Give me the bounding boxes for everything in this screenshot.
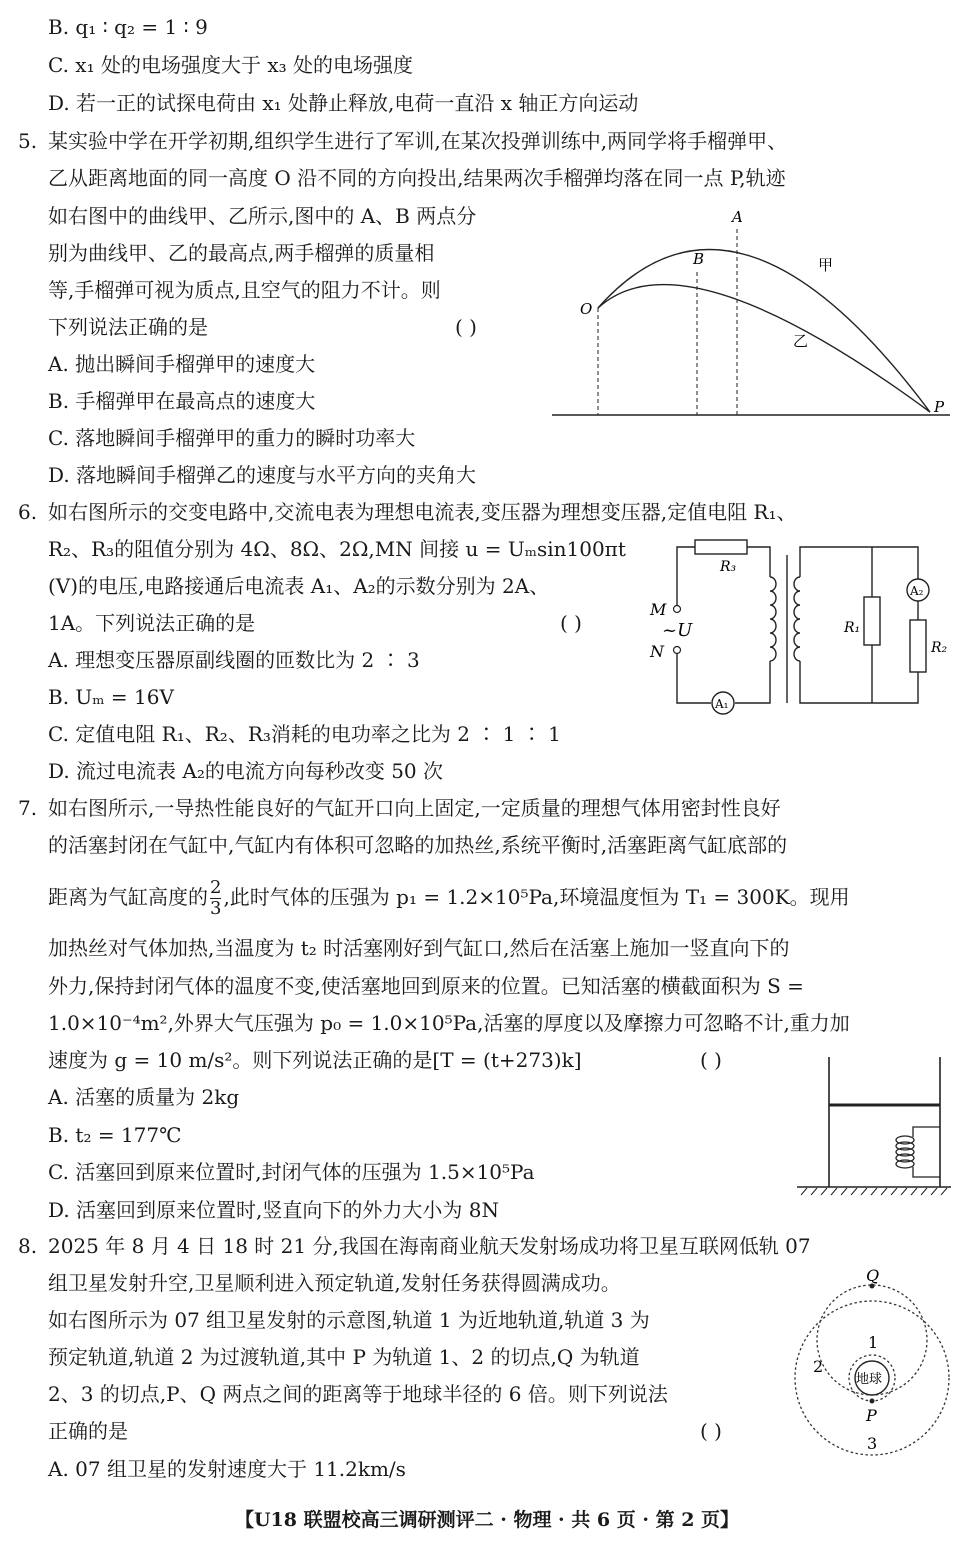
point-p <box>870 1399 875 1404</box>
terminal-m <box>674 606 681 613</box>
heating-wire-coil <box>896 1136 914 1168</box>
label-r2: R₂ <box>931 640 948 656</box>
label-a2: A₂ <box>910 584 924 598</box>
q5-option-c: C. 落地瞬间手榴弹甲的重力的瞬时功率大 <box>48 426 416 450</box>
q8-orbit-figure <box>790 1268 960 1458</box>
label-q: Q <box>866 1268 880 1285</box>
q6-stem-line1: 如右图所示的交变电路中,交流电表为理想电流表,变压器为理想变压器,定值电阻 R₁、 <box>48 500 797 524</box>
label-orbit-3: 3 <box>867 1434 878 1453</box>
q7-cylinder-figure <box>795 1055 955 1203</box>
q5-trajectory-figure <box>550 200 960 425</box>
q5-stem-line4: 别为曲线甲、乙的最高点,两手榴弹的质量相 <box>48 241 435 265</box>
q6-circuit-figure <box>640 535 960 725</box>
label-orbit-2: 2 <box>813 1357 824 1376</box>
resistor-r3 <box>695 540 747 554</box>
q6-stem-line2: R₂、R₃的阻值分别为 4Ω、8Ω、2Ω,MN 间接 u = Uₘsin100πt <box>48 537 626 561</box>
q5-stem-line1: 某实验中学在开学初期,组织学生进行了军训,在某次投弹训练中,两同学将手榴弹甲、 <box>48 129 788 153</box>
q8-stem-line6: 正确的是 <box>48 1419 128 1443</box>
label-earth: 地球 <box>856 1372 883 1387</box>
q7-option-d: D. 活塞回到原来位置时,竖直向下的外力大小为 8N <box>48 1198 499 1222</box>
q6-option-b: B. Uₘ = 16V <box>48 685 174 709</box>
q6-number: 6. <box>18 500 38 524</box>
q7-option-a: A. 活塞的质量为 2kg <box>48 1085 240 1109</box>
primary-coil <box>770 577 776 661</box>
q6-option-a: A. 理想变压器原副线圈的匝数比为 2 ∶ 3 <box>48 648 420 672</box>
q7-stem-line3-end: ,此时气体的压强为 p₁ = 1.2×10⁵Pa,环境温度恒为 T₁ = 300K。现用 <box>223 885 850 909</box>
q8-answer-paren: ( ) <box>700 1419 722 1443</box>
label-p: P <box>866 1406 877 1425</box>
q8-number: 8. <box>18 1234 38 1258</box>
q7-answer-paren: ( ) <box>700 1048 722 1072</box>
page-footer: 【U18 联盟校高三调研测评二 · 物理 · 共 6 页 · 第 2 页】 <box>234 1509 740 1531</box>
label-jia: 甲 <box>818 256 834 274</box>
q6-option-d: D. 流过电流表 A₂的电流方向每秒改变 50 次 <box>48 759 444 783</box>
secondary-coil <box>794 577 800 661</box>
q7-option-b: B. t₂ = 177℃ <box>48 1123 182 1147</box>
q5-option-b: B. 手榴弹甲在最高点的速度大 <box>48 389 316 413</box>
resistor-r1 <box>864 597 880 645</box>
q7-option-c: C. 活塞回到原来位置时,封闭气体的压强为 1.5×10⁵Pa <box>48 1160 535 1184</box>
label-o: O <box>580 300 593 318</box>
terminal-n <box>674 647 681 654</box>
label-source-u: ~U <box>662 620 693 641</box>
trajectory-yi <box>598 285 930 412</box>
q8-stem-line2: 组卫星发射升空,卫星顺利进入预定轨道,发射任务获得圆满成功。 <box>48 1271 621 1295</box>
label-b: B <box>693 250 705 268</box>
q6-answer-paren: ( ) <box>560 611 582 635</box>
q5-stem-line2: 乙从距离地面的同一高度 O 沿不同的方向投出,结果两次手榴弹均落在同一点 P,轨迹 <box>48 166 786 190</box>
q8-option-a: A. 07 组卫星的发射速度大于 11.2km/s <box>48 1457 406 1481</box>
label-p: P <box>934 398 945 416</box>
fraction-denominator: 3 <box>210 898 222 919</box>
label-a1: A₁ <box>715 697 729 711</box>
label-yi: 乙 <box>793 332 809 350</box>
q7-stem-line1: 如右图所示,一导热性能良好的气缸开口向上固定,一定质量的理想气体用密封性良好 <box>48 796 781 820</box>
q8-stem-line5: 2、3 的切点,P、Q 两点之间的距离等于地球半径的 6 倍。则下列说法 <box>48 1382 668 1406</box>
q7-stem-line5: 外力,保持封闭气体的温度不变,使活塞地回到原来的位置。已知活塞的横截面积为 S = <box>48 974 804 998</box>
q4-option-b: B. q₁ ∶ q₂ = 1 ∶ 9 <box>48 15 208 39</box>
q7-stem-line6: 1.0×10⁻⁴m²,外界大气压强为 p₀ = 1.0×10⁵Pa,活塞的厚度以及摩擦力可忽略不计,重力加 <box>48 1011 850 1035</box>
q5-answer-paren: ( ) <box>455 315 477 339</box>
q6-stem-line3: (V)的电压,电路接通后电流表 A₁、A₂的示数分别为 2A、 <box>48 574 550 598</box>
resistor-r2 <box>910 620 926 672</box>
q7-stem-line7: 速度为 g = 10 m/s²。则下列说法正确的是[T = (t+273)k] <box>48 1048 582 1072</box>
q5-stem-line5: 等,手榴弹可视为质点,且空气的阻力不计。则 <box>48 278 441 302</box>
q5-number: 5. <box>18 129 38 153</box>
q7-stem-line2: 的活塞封闭在气缸中,气缸内有体积可忽略的加热丝,系统平衡时,活塞距离气缸底部的 <box>48 833 788 857</box>
q5-option-a: A. 抛出瞬间手榴弹甲的速度大 <box>48 352 316 376</box>
q8-stem-line1: 2025 年 8 月 4 日 18 时 21 分,我国在海南商业航天发射场成功将卫星互联网低轨 07 <box>48 1234 811 1258</box>
fraction-numerator: 2 <box>210 877 222 898</box>
q6-stem-line4: 1A。下列说法正确的是 <box>48 611 256 635</box>
label-r1: R₁ <box>844 620 861 636</box>
label-a: A <box>732 208 743 226</box>
q8-stem-line3: 如右图所示为 07 组卫星发射的示意图,轨道 1 为近地轨道,轨道 3 为 <box>48 1308 650 1332</box>
q8-stem-line4: 预定轨道,轨道 2 为过渡轨道,其中 P 为轨道 1、2 的切点,Q 为轨道 <box>48 1345 640 1369</box>
q7-stem-line3-start: 距离为气缸高度的 <box>48 885 208 909</box>
label-n: N <box>650 642 664 661</box>
label-orbit-1: 1 <box>868 1333 879 1352</box>
q4-option-d: D. 若一正的试探电荷由 x₁ 处静止释放,电荷一直沿 x 轴正方向运动 <box>48 91 639 115</box>
label-r3: R₃ <box>720 559 737 575</box>
fraction-two-thirds <box>210 878 221 919</box>
q5-stem-line3: 如右图中的曲线甲、乙所示,图中的 A、B 两点分 <box>48 204 477 228</box>
q6-option-c: C. 定值电阻 R₁、R₂、R₃消耗的电功率之比为 2 ∶ 1 ∶ 1 <box>48 722 561 746</box>
label-m: M <box>650 600 667 619</box>
q5-option-d: D. 落地瞬间手榴弹乙的速度与水平方向的夹角大 <box>48 463 477 487</box>
q7-stem-line4: 加热丝对气体加热,当温度为 t₂ 时活塞刚好到气缸口,然后在活塞上施加一竖直向下的 <box>48 936 790 960</box>
q5-stem-line6: 下列说法正确的是 <box>48 315 208 339</box>
q4-option-c: C. x₁ 处的电场强度大于 x₃ 处的电场强度 <box>48 53 413 77</box>
q7-number: 7. <box>18 796 38 820</box>
q7-stem-line3 <box>48 872 850 922</box>
trajectory-jia <box>598 250 930 413</box>
